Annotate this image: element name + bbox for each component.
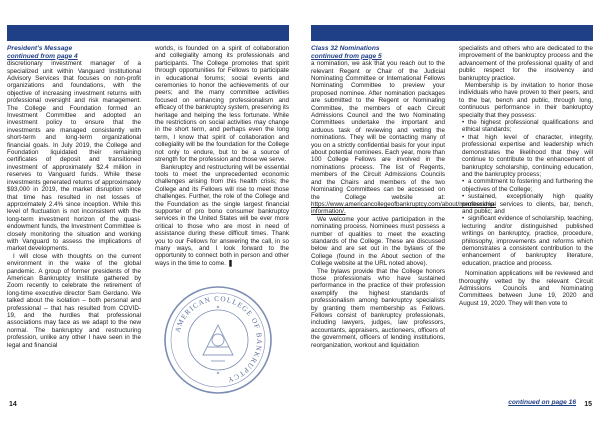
page-number: 15 [584,401,592,408]
end-mark: ❚ [227,259,234,267]
article-paragraph: Nomination applications will be reviewed and thoroughly vetted by the relevant Circuit Admissions Councils and Nominating Committees between June 19, 2020 and August 19, 2020. They will then vote to [459,270,593,307]
article-paragraph-text: a nomination, we ask that you reach out to the relevant Regent or Chair of the Judicial Nominating Committee or International Fellows Nominating Committee to preview your proposed nominee. After nomination packages are submitted to the Regent or Nominating Committee, the members of each Circuit Admissions Council and the two Nominating Committees undertake the important and arduous task of reviewing and vetting the nominations. They will be contacting many of you on a strictly confidential basis for your input about potential nominees. Each year, more than 100 College Fellows are involved in the nominations process. The list of Regents, members of the Circuit Admissions Councils and the Chairs and members of the two Nominating Committees can be accessed on the College website at: [311,60,445,201]
continued-from-page-4-link[interactable]: continued from page 4 [7,52,78,60]
seal-text: AMERICAN COLLEGE OF BANKRUPTCY [173,294,264,384]
left-column-1 [7,45,141,400]
criteria-bullet [459,134,593,178]
criteria-bullet-text: the highest professional qualifications and ethical standards; [462,119,593,134]
article-paragraph-text: Bankruptcy and restructuring will be essential tools to meet the unprecedented economic challenges arising from this health crisis; the College and its Fellows will rise to meet those challenges. Further, the role of the College and the Foundation as the single largest financial supporter of pro bono consumer bankruptcy services in the United States will be ever more critical to those who are most in need of assistance during these difficult times. Thank you to our Fellows for answering the call, in so many ways, and I look forward to the opportunity to connect both in person and other ways in the time to come. [155,163,289,267]
header-bar [7,25,289,41]
criteria-bullet-text: that high level of character, integrity, professional expertise and leadership which demonstrates the likelihood that they will continue to contribute to the enhancement of bankruptcy scholarship, continuing education, and the bankruptcy process; [462,133,593,178]
criteria-bullet [459,178,593,193]
class-32-nominations-heading: Class 32 Nominations [311,45,380,52]
criteria-bullet [459,119,593,134]
article-paragraph [155,164,289,268]
right-page [300,0,600,424]
continued-on-page-16-link[interactable]: continued on page 16 [508,399,576,406]
article-paragraph: The bylaws provide that the College honors those professionals who have sustained performance in the practice of their profession exemplify the highest standards of professionalism among bankruptcy specialists by granting them membership as Fellows. Fellows consist of bankruptcy professionals, including lawyers, judges, law professors, accountants, appraisers, auctioneers, officers of the government, officers of lending institutions, reorganization, workout and liquidation [311,267,445,349]
criteria-bullet-text: sustained, exceptionally high quality professional services to clients, bar, bench, and public; and [462,193,593,215]
membership-information-link[interactable]: https://www.americancollegeofbankruptcy.com/about/membership-information/. [311,200,497,216]
right-column-1 [311,45,497,400]
bullet-dot-icon: • [462,193,465,201]
bullet-dot-icon: • [462,119,465,127]
article-paragraph: discretionary investment manager of a specialized unit within Vanguard Institutional Advisory Services that focuses on non-profit organizations and foundations, with the objective of increasing investment returns with professional oversight and risk management. The College and Foundation formed an Investment Committee and adopted an investment policy to ensure that the investments are managed consistently with short-term and long-term organizational financial goals. In July 2019, the College and Foundation liquidated their remaining certificates of deposit and transitioned investment of approximately $2.4 million in reserves to Vanguard funds. While these investments generated returns of approximately $93,000 in 2019, the market disruption since that time has resulted in net losses of approximately 2.4% since inception. While this level of fluctuation is not inconsistent with the long-term investment horizon of the quasi-endowment funds, the Investment Committee is closely monitoring the situation and working with Vanguard to assess the implications of market developments. [7,60,141,253]
right-column-2 [459,45,593,400]
continued-from-page-5-link[interactable]: continued from page 5 [311,52,382,60]
left-column-2 [155,45,289,265]
article-paragraph: worlds, is founded on a spirit of collaboration and collegiality among its professionals and participants. The College promotes that spirit through opportunities for Fellows to participate in educational forums; social events and ceremonies to honor the achievements of our peers; and the many committee activities focused on enhancing professionalism and efficacy of the bankruptcy system, preserving its heritage and helping the less fortunate. While the restrictions on social activities may change in the short term, and perhaps even the long term, I know that spirit of collaboration and collegiality will be the foundation for the College not only to endure, but to be a source of strength for the profession and those we serve. [155,45,289,164]
bullet-dot-icon: • [462,178,465,186]
bullet-dot-icon: • [462,215,465,223]
criteria-bullet [459,215,593,267]
page-number: 14 [9,401,17,408]
criteria-bullet-text: a commitment to fostering and furthering the objectives of the College; [462,178,593,193]
bullet-dot-icon: • [462,133,465,141]
college-seal-logo [163,285,273,395]
criteria-bullet [459,193,593,215]
article-paragraph [311,60,497,216]
presidents-message-heading: President’s Message [7,45,73,52]
article-paragraph: We welcome your active participation in the nominating process. Nominees must possess a number of qualities to meet the exacting standards of the College. These are discussed below and are set out in the bylaws of the College (found in the About section of the College website at the URL noted above). [311,215,445,268]
article-paragraph: I will close with thoughts on the current environment in the wake of the global pandemic. A group of former presidents of the American Bankruptcy Institute gathered by Zoom recently to celebrate the retirement of long-time executive director Sam Gerdano. We talked about the isolation – both personal and professional – that has resulted from COVID-19, and the hurdles that professional associations may face as we adapt to the new normal. The bankruptcy and restructuring profession, unlike any other I have seen in the legal and financial [7,252,141,349]
article-paragraph: Membership is by invitation to honor those individuals who have proven to their peers, and to the bar, bench and public, through long, continuous performance in their bankruptcy specialty that they possess: [459,82,593,119]
header-bar [311,25,593,41]
article-paragraph: specialists and others who are dedicated to the improvement of the bankruptcy process and the advancement of the professional quality of and public respect for the insolvency and bankruptcy practice. [459,45,593,82]
criteria-bullet-text: significant evidence of scholarship, teaching, lecturing and/or distinguished published writings on bankruptcy, practice, procedure, philosophy, improvements and reforms which demonstrates a consistent contribution to the enhancement of bankruptcy literature, education, practice and process. [462,215,593,267]
